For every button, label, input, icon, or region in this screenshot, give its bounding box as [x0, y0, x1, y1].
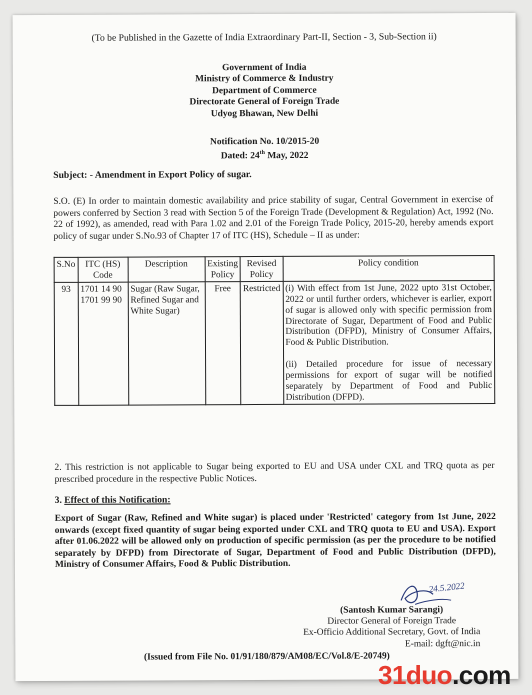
- gazette-note: (To be Published in the Gazette of India Extraordinary Part-II, Section - 3, Sub-Section ii): [91, 31, 437, 44]
- intro-paragraph: S.O. (E) In order to maintain domestic availability and price stability of sugar, Central Government in exercise of powers conferred by Section 3 read with Section 5 of the Foreign Trade (Development & Regulation) Act, 1992 (No. 22 of 1992), as amended, read with Para 1.02 and 2.01 of the Foreign Trade Policy, 2015-20, hereby amends export policy of sugar under S.No.93 of Chapter 17 of ITC (HS), Schedule – II as under:: [53, 195, 494, 242]
- signatory-block: [303, 605, 480, 651]
- header-existing-policy: Existing Policy: [205, 257, 241, 282]
- effect-paragraph: Export of Sugar (Raw, Refined and White sugar) is placed under 'Restricted' category from 1st June, 2022 onwards (except fixed quantity of sugar being exported under CXL and TRQ quota to EU and USA). Export after 01.06.2022 will be allowed only on production of specific permission (as per the procedure to be notified separately by DFPD) from Directorate of Sugar, Department of Food and Public Distribution (DFPD), Ministry of Consumer Affairs, Food & Public Distribution.: [54, 511, 496, 571]
- header-government: Government of India: [222, 62, 307, 74]
- subject-line: Subject: - Amendment in Export Policy of sugar.: [53, 169, 252, 181]
- header-address: Udyog Bhawan, New Delhi: [210, 108, 319, 119]
- issued-from-file: (Issued from File No. 01/91/180/879/AM08/EC/Vol.8/E-20749): [143, 651, 390, 663]
- handwritten-date: 24.5.2022: [428, 580, 466, 595]
- signatory-additional: Ex-Officio Additional Secretary, Govt. of India: [303, 627, 481, 639]
- header-description: Description: [128, 257, 205, 282]
- cell-policy-condition: [283, 280, 495, 404]
- condition-ii: (ii) Detailed procedure for issue of necessary permissions for export of sugar will be notified separately by Department of Food and Public Distribution (DFPD).: [285, 358, 493, 402]
- cell-revised-policy: Restricted: [240, 281, 283, 404]
- table-row: [54, 280, 495, 405]
- header-itc-code: ITC (HS) Code: [78, 257, 128, 282]
- cell-description: Sugar (Raw Sugar, Refined Sugar and White Sugar): [128, 282, 206, 405]
- header-ministry: Ministry of Commerce & Industry: [195, 74, 334, 85]
- notification-block: [13, 136, 516, 164]
- paragraph-2: 2. This restriction is not applicable to Sugar being exported to EU and USA under CXL and TRQ quota as per prescribed procedure in the respective Public Notices.: [54, 461, 495, 485]
- header-policy-condition: Policy condition: [283, 256, 495, 282]
- header-sno: S.No: [54, 257, 78, 282]
- cell-itc-code: [78, 282, 129, 405]
- policy-table: [54, 255, 496, 406]
- table-header-row: [54, 256, 494, 283]
- header-revised-policy: Revised Policy: [240, 256, 282, 281]
- issuing-authority-header: [13, 62, 516, 121]
- signatory-title: Director General of Foreign Trade: [327, 616, 457, 627]
- cell-sno: 93: [54, 282, 78, 405]
- notification-number: Notification No. 10/2015-20: [210, 136, 320, 148]
- watermark-part2: .com: [452, 660, 511, 690]
- header-directorate: Directorate General of Foreign Trade: [189, 96, 340, 108]
- condition-i: (i) With effect from 1st June, 2022 upto 31st October, 2022 or until further orders, whichever is earlier, export of sugar is allowed only with specific permission from Directorate of Sugar, Department of Food and Public Distribution (DFPD), Ministry of Consumer Affairs, Food & Public Distribution.: [285, 281, 492, 348]
- header-department: Department of Commerce: [212, 85, 317, 97]
- signatory-email: E-mail: dgft@nic.in: [404, 638, 481, 650]
- watermark-logo: [378, 660, 511, 691]
- cell-existing-policy: Free: [205, 281, 241, 404]
- notification-date: Dated: 24th May, 2022: [220, 150, 309, 162]
- itc-code-2: 1701 99 90: [80, 294, 122, 305]
- signatory-name: (Santosh Kumar Sarangi): [340, 605, 444, 616]
- watermark-part1: 31duo: [378, 660, 453, 690]
- section-3-heading: 3. Effect of this Notification:: [54, 494, 171, 506]
- document-page: [13, 13, 519, 681]
- itc-code-1: 1701 14 90: [80, 283, 122, 294]
